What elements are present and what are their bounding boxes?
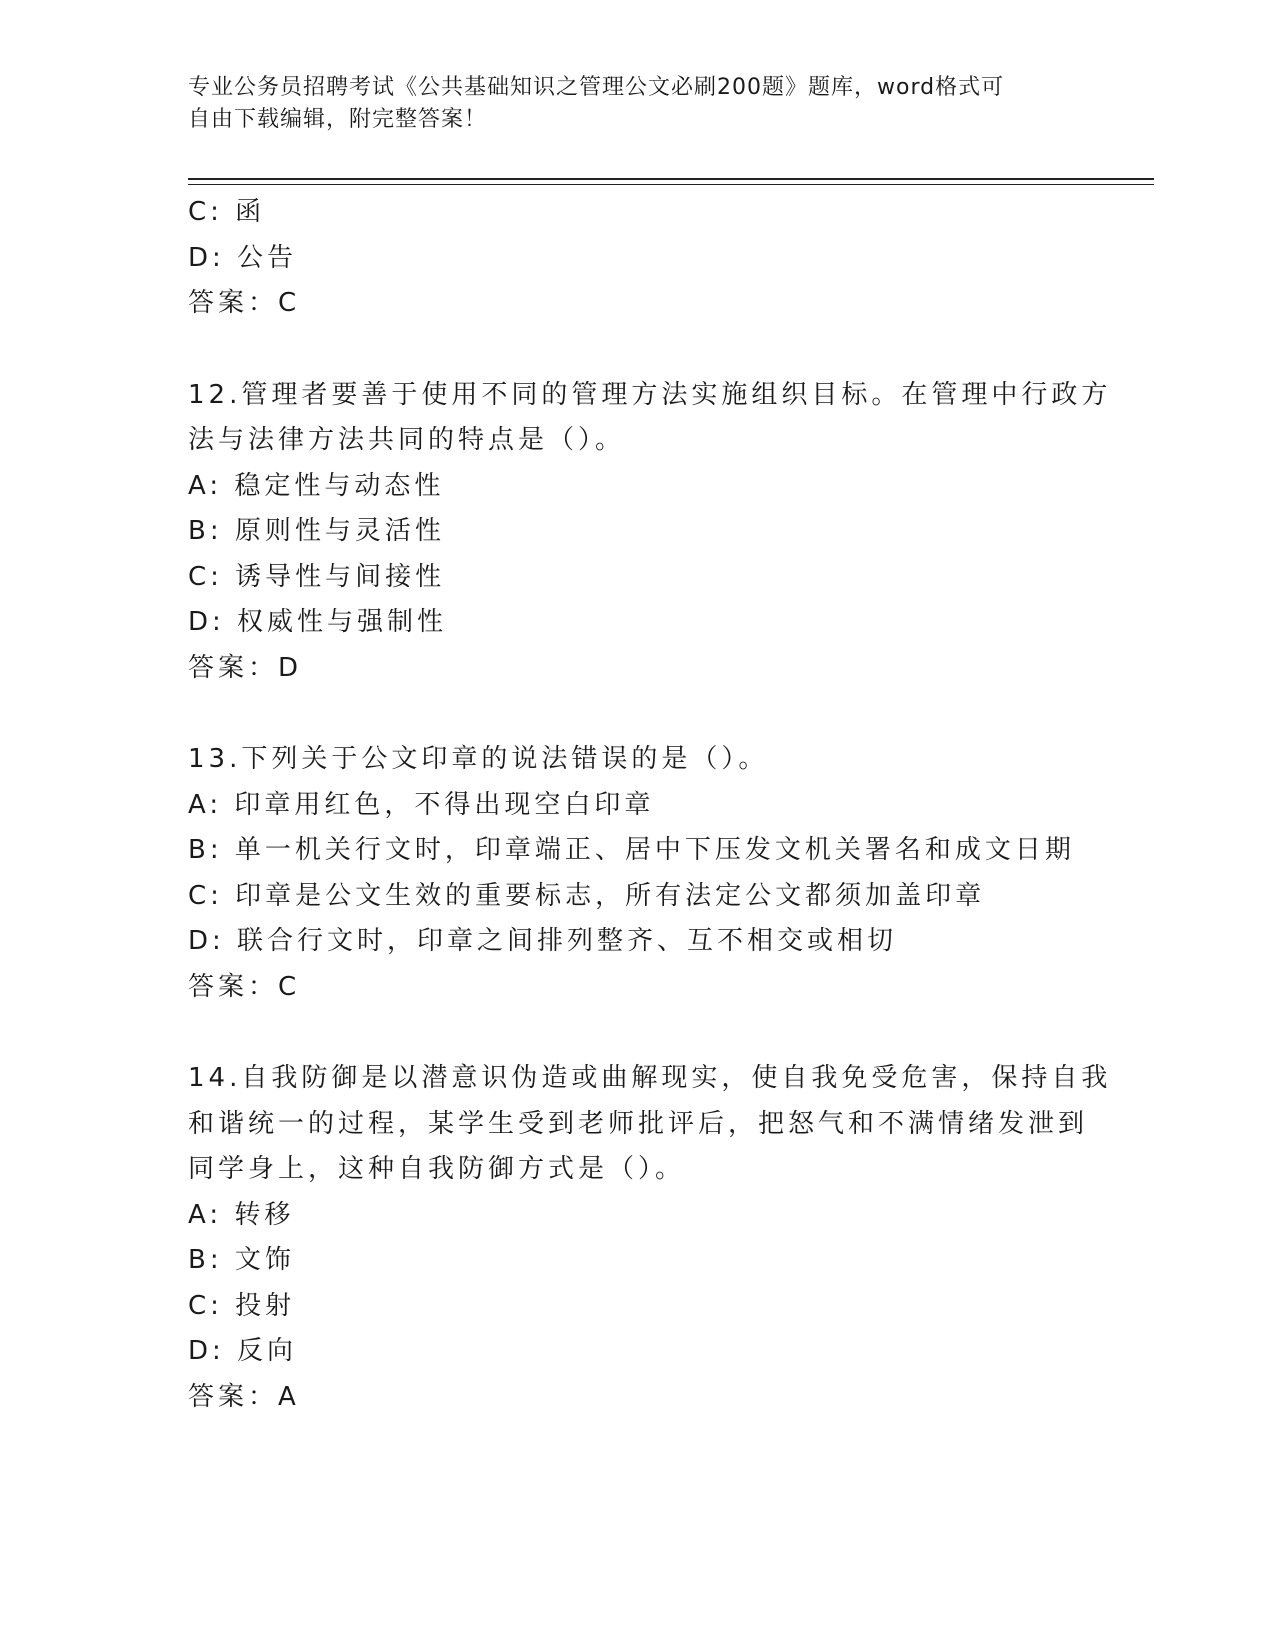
option-c: C: 函 — [188, 197, 266, 227]
question-13 — [188, 737, 1088, 1010]
option-a: A: 转移 — [188, 1199, 295, 1230]
question-14 — [188, 1056, 1112, 1420]
header-line-1: 专业公务员招聘考试《公共基础知识之管理公文必刷200题》题库，word格式可 — [188, 75, 1005, 100]
option-c: C: 诱导性与间接性 — [188, 561, 446, 592]
option-a: A: 稳定性与动态性 — [188, 470, 445, 501]
answer-line: 答案：C — [188, 971, 301, 1002]
question-stem-line: 同学身上，这种自我防御方式是（）。 — [188, 1154, 686, 1184]
question-stem-line: 12.管理者要善于使用不同的管理方法实施组织目标。在管理中行政方 — [188, 379, 1112, 410]
header-line-2: 自由下载编辑，附完整答案！ — [188, 107, 488, 132]
header-divider-thick — [188, 178, 1154, 180]
answer-line: 答案：D — [188, 652, 303, 683]
option-d: D: 联合行文时，印章之间排列整齐、互不相交或相切 — [188, 926, 898, 956]
answer-line: 答案：A — [188, 1381, 300, 1412]
option-d: D: 反向 — [188, 1336, 298, 1366]
question-12 — [188, 373, 1112, 692]
option-b: B: 单一机关行文时，印章端正、居中下压发文机关署名和成文日期 — [188, 835, 1075, 865]
header-divider-thin — [188, 184, 1154, 185]
option-a: A: 印章用红色，不得出现空白印章 — [188, 789, 655, 820]
document-header — [188, 72, 1068, 136]
question-11-continuation — [188, 190, 1088, 327]
question-stem-line: 13.下列关于公文印章的说法错误的是（）。 — [188, 744, 769, 774]
option-c: C: 投射 — [188, 1290, 296, 1321]
option-b: B: 原则性与灵活性 — [188, 516, 445, 546]
question-stem-line: 14.自我防御是以潜意识伪造或曲解现实，使自我免受危害，保持自我 — [188, 1063, 1112, 1093]
option-d: D: 公告 — [188, 242, 298, 273]
option-c: C: 印章是公文生效的重要标志，所有法定公文都须加盖印章 — [188, 880, 986, 911]
option-b: B: 文饰 — [188, 1245, 295, 1275]
question-stem-line: 法与法律方法共同的特点是（）。 — [188, 425, 626, 455]
question-stem-line: 和谐统一的过程，某学生受到老师批评后，把怒气和不满情绪发泄到 — [188, 1108, 1089, 1139]
answer-line: 答案：C — [188, 288, 301, 318]
document-body — [188, 190, 1112, 1420]
option-d: D: 权威性与强制性 — [188, 607, 448, 637]
